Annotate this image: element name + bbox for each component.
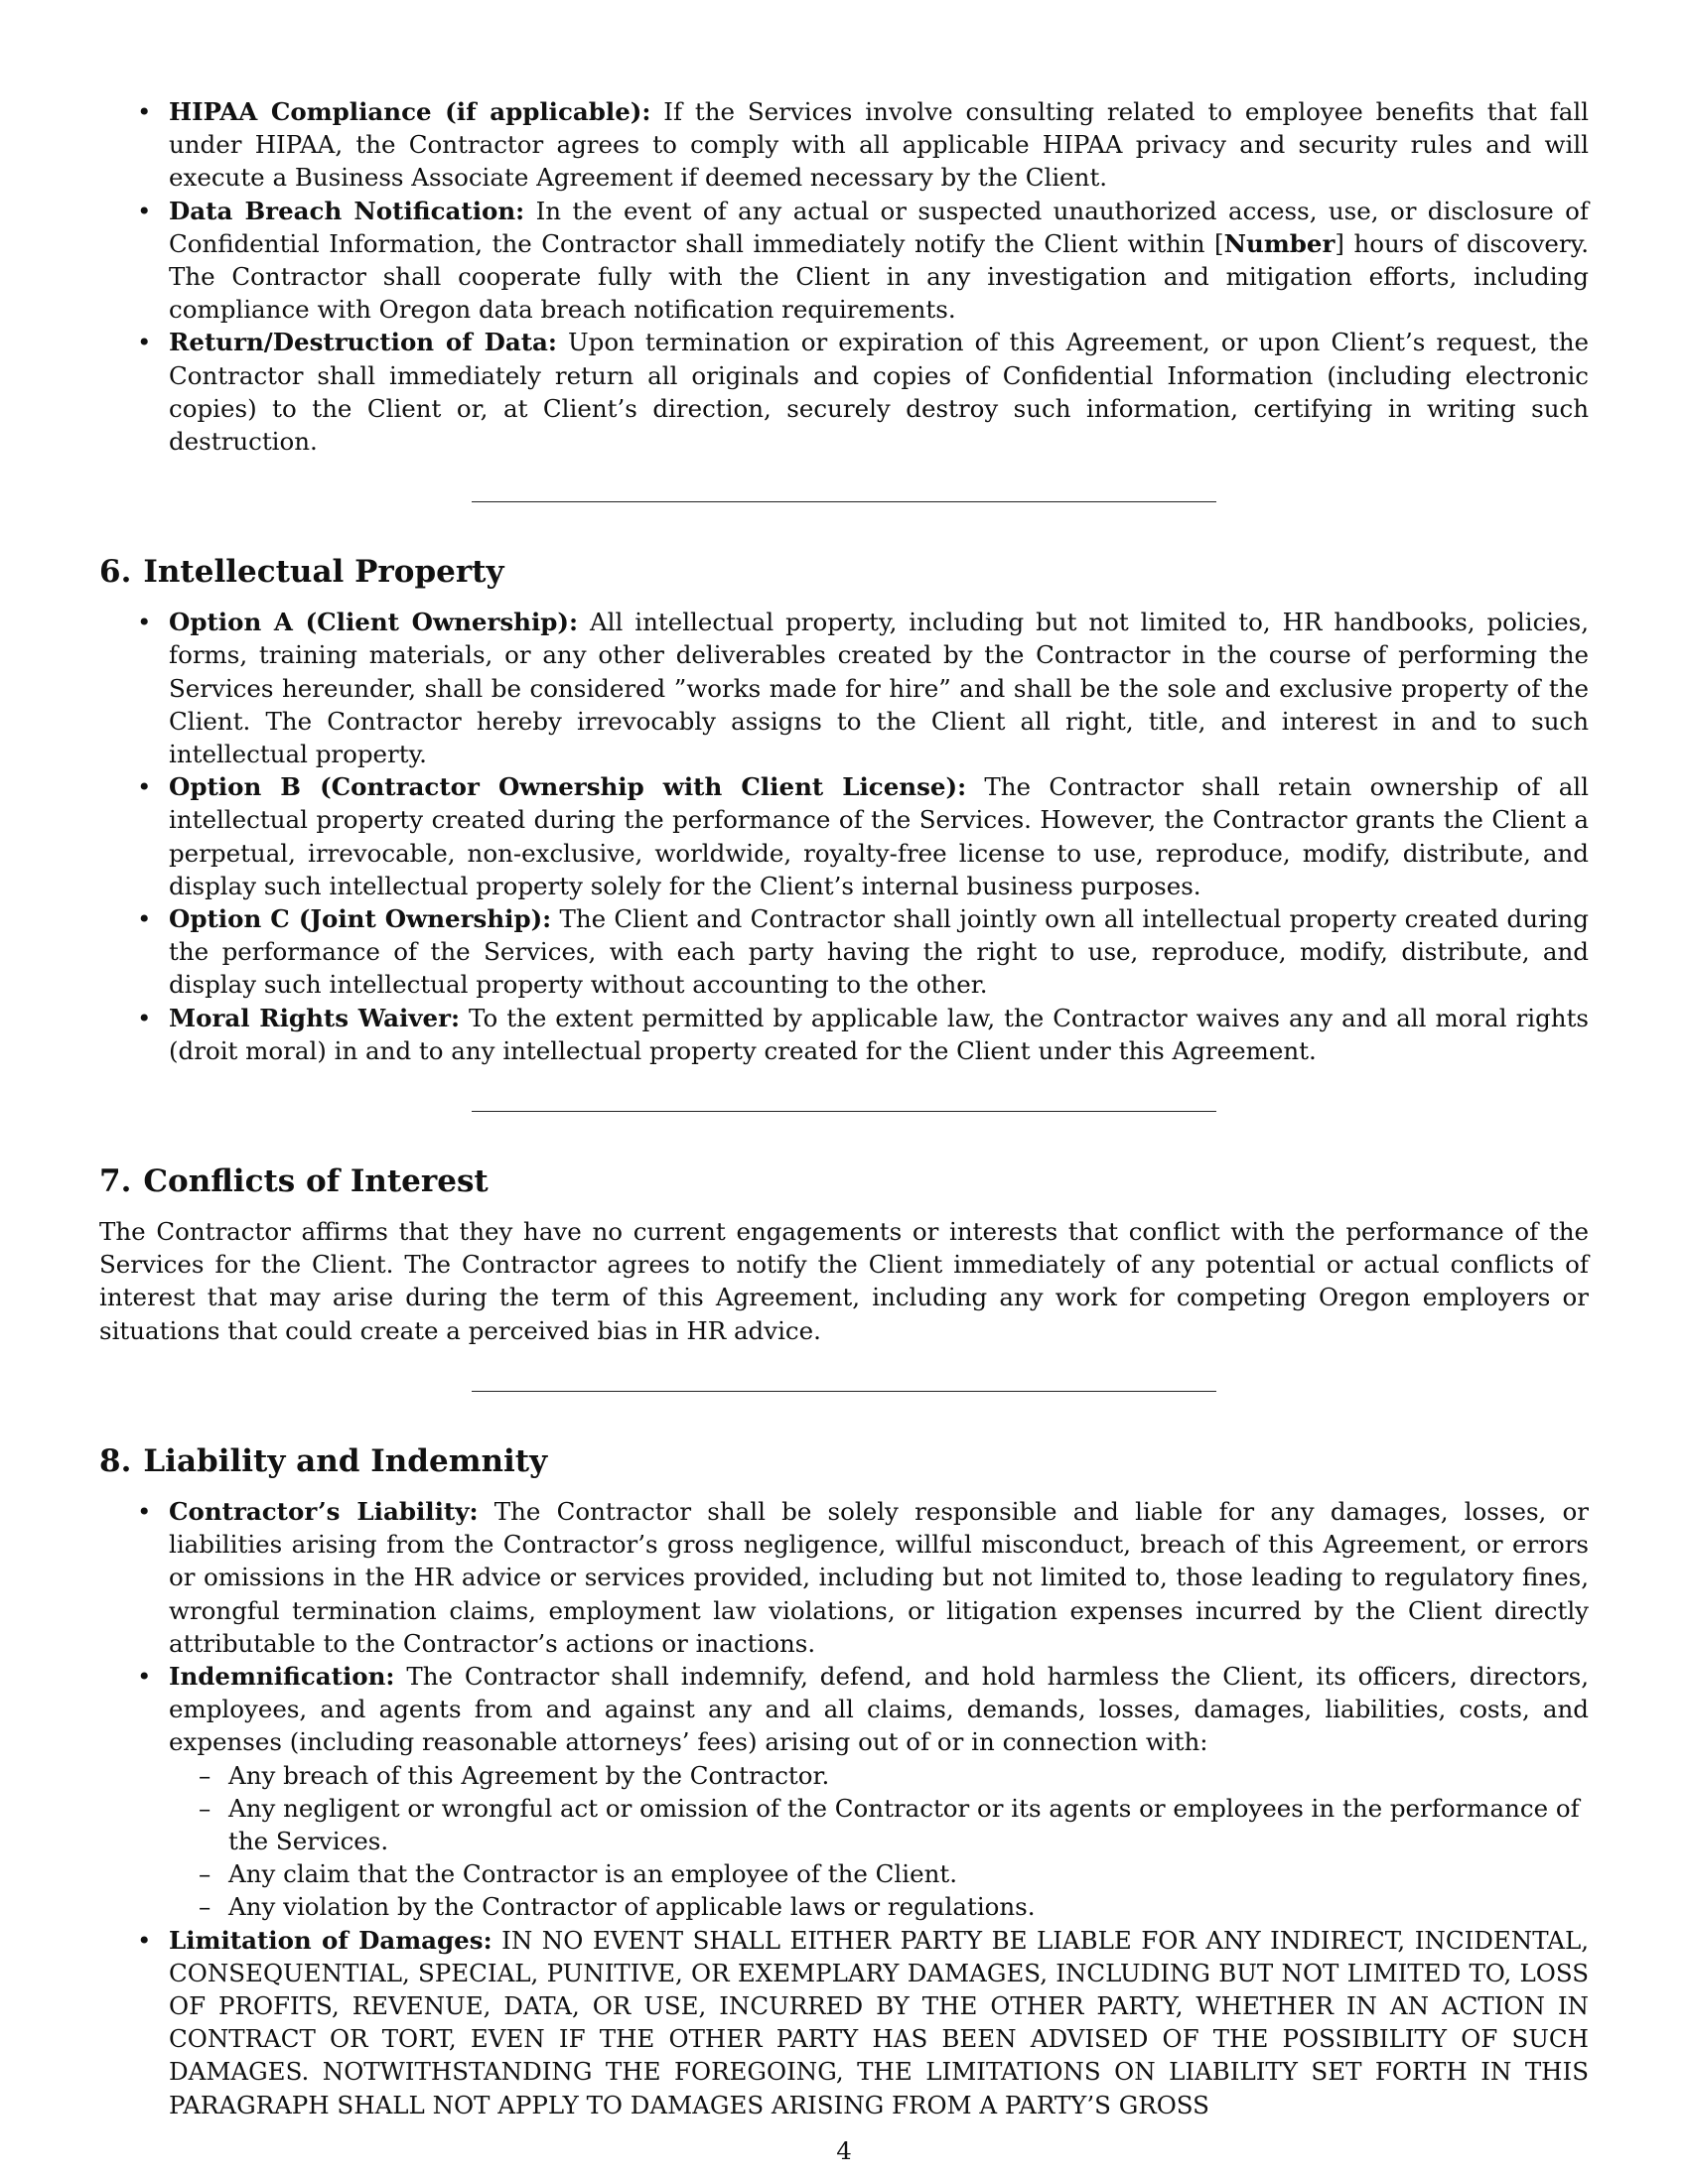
item-lead: Option C (Joint Ownership): (169, 904, 552, 934)
confidentiality-list (99, 95, 1589, 458)
list-item-data-breach (99, 195, 1589, 327)
item-text: The Contractor shall indemnify, defend, and hold harmless the Client, its officers, directors, employees, and agents from and against any and all claims, demands, losses, damages, liabilities, costs, and expenses (including reasonable attorneys’ fees) arising out of or in connection with: (169, 1661, 1589, 1757)
indemnification-sublist (169, 1759, 1589, 1924)
item-lead: Option B (Contractor Ownership with Client License): (169, 772, 967, 802)
liability-list (99, 1495, 1589, 2121)
section-title: Liability and Indemnity (143, 1442, 548, 1479)
conflicts-paragraph: The Contractor affirms that they have no current engagements or interests that conflict with the performance of the Services for the Client. The Contractor agrees to notify the Client immediately of any potential or actual conflicts of interest that may arise during the term of this Agreement, including any work for competing Oregon employers or situations that could create a perceived bias in HR advice. (99, 1217, 1589, 1345)
item-lead: Limitation of Damages: (169, 1925, 492, 1955)
sublist-item: – Any negligent or wrongful act or omission of the Contractor or its agents or employees in the performance of the Services. (169, 1792, 1589, 1857)
item-lead: Moral Rights Waiver: (169, 1003, 461, 1032)
section-divider (472, 1391, 1216, 1392)
list-item-limitation-damages (99, 1924, 1589, 2121)
section-number: 6. (99, 554, 132, 591)
placeholder-number: Number (1223, 228, 1336, 258)
page-number: 4 (836, 2136, 852, 2165)
item-text: The Contractor shall retain ownership of all intellectual property created during the performance of the Services. However, the Contractor grants the Client a perpetual, irrevocable, non-exclusive, worldwide, royalty-free license to use, reproduce, modify, distribute, and display such intellectual property solely for the Client’s internal business purposes. (169, 772, 1589, 900)
section-title: Conflicts of Interest (143, 1163, 489, 1200)
item-text: To the extent permitted by applicable law, the Contractor waives any and all moral rights (droit moral) in and to any intellectual property created for the Client under this Agreement. (169, 1003, 1589, 1065)
sublist-item: – Any breach of this Agreement by the Contractor. (169, 1759, 1589, 1792)
section-title: Intellectual Property (143, 554, 504, 591)
list-item-contractor-liability (99, 1495, 1589, 1660)
list-item-moral-rights (99, 1002, 1589, 1067)
list-item-return-data (99, 326, 1589, 458)
section-divider (472, 501, 1216, 502)
section-number: 7. (99, 1163, 132, 1200)
item-text: If the Services involve consulting related to employee benefits that fall under HIPAA, the Contractor agrees to comply with all applicable HIPAA privacy and security rules and will execute a Business Associate Agreement if deemed necessary by the Client. (169, 97, 1589, 193)
list-item-indemnification (99, 1660, 1589, 1924)
sublist-item: – Any claim that the Contractor is an employee of the Client. (169, 1857, 1589, 1890)
item-text: Upon termination or expiration of this Agreement, or upon Client’s request, the Contractor shall immediately return all originals and copies of Confidential Information (including electronic copies) to the Client or, at Client’s direction, securely destroy such information, certifying in writing such destruction. (169, 328, 1589, 457)
item-text: IN NO EVENT SHALL EITHER PARTY BE LIABLE FOR ANY INDIRECT, INCIDENTAL, CONSEQUENTIAL, SPECIAL, PUNITIVE, OR EXEMPLARY DAMAGES, INCLUDING BUT NOT LIMITED TO, LOSS OF PROFITS, REVENUE, DATA, OR USE, INCURRED BY THE OTHER PARTY, WHETHER IN AN ACTION IN CONTRACT OR TORT, EVEN IF THE OTHER PARTY HAS BEEN ADVISED OF THE POSSIBILITY OF SUCH DAMAGES. NOTWITHSTANDING THE FOREGOING, THE LIMITATIONS ON LIABILITY SET FORTH IN THIS PARAGRAPH SHALL NOT APPLY TO DAMAGES ARISING FROM A PARTY’S GROSS (169, 1925, 1589, 2119)
list-item-option-a (99, 606, 1589, 770)
document-page (99, 95, 1589, 2121)
ip-list (99, 606, 1589, 1067)
section-8-heading (99, 1441, 1589, 1481)
section-number: 8. (99, 1442, 132, 1479)
sublist-item: – Any violation by the Contractor of applicable laws or regulations. (169, 1890, 1589, 1923)
section-divider (472, 1111, 1216, 1112)
item-text: The Client and Contractor shall jointly own all intellectual property created during the performance of the Services, with each party having the right to use, reproduce, modify, distribute, and display such intellectual property without accounting to the other. (169, 904, 1589, 1000)
item-lead: Indemnification: (169, 1661, 395, 1691)
section-7-heading (99, 1161, 1589, 1201)
item-lead: Option A (Client Ownership): (169, 608, 579, 637)
item-lead: Data Breach Notification: (169, 196, 525, 225)
item-lead: Return/Destruction of Data: (169, 328, 557, 357)
item-text: In the event of any actual or suspected unauthorized access, use, or disclosure of Confidential Information, the Contractor shall immediately notify the Client within [ (169, 196, 1589, 258)
list-item-option-c (99, 902, 1589, 1002)
item-text: All intellectual property, including but not limited to, HR handbooks, policies, forms, training materials, or any other deliverables created by the Contractor in the course of performing the Services hereunder, shall be considered ”works made for hire” and shall be the sole and exclusive property of the Client. The Contractor hereby irrevocably assigns to the Client all right, title, and interest in and to such intellectual property. (169, 608, 1589, 769)
item-text: The Contractor shall be solely responsible and liable for any damages, losses, or liabilities arising from the Contractor’s gross negligence, willful misconduct, breach of this Agreement, or errors or omissions in the HR advice or services provided, including but not limited to, those leading to regulatory fines, wrongful termination claims, employment law violations, or litigation expenses incurred by the Client directly attributable to the Contractor’s actions or inactions. (169, 1496, 1590, 1658)
item-lead: Contractor’s Liability: (169, 1496, 479, 1526)
item-text: ] hours of discovery. The Contractor shall cooperate fully with the Client in any investigation and mitigation efforts, including compliance with Oregon data breach notification requirements. (169, 228, 1589, 325)
list-item-option-b (99, 770, 1589, 902)
section-6-heading (99, 552, 1589, 592)
list-item-hipaa (99, 95, 1589, 195)
item-lead: HIPAA Compliance (if applicable): (169, 97, 651, 126)
